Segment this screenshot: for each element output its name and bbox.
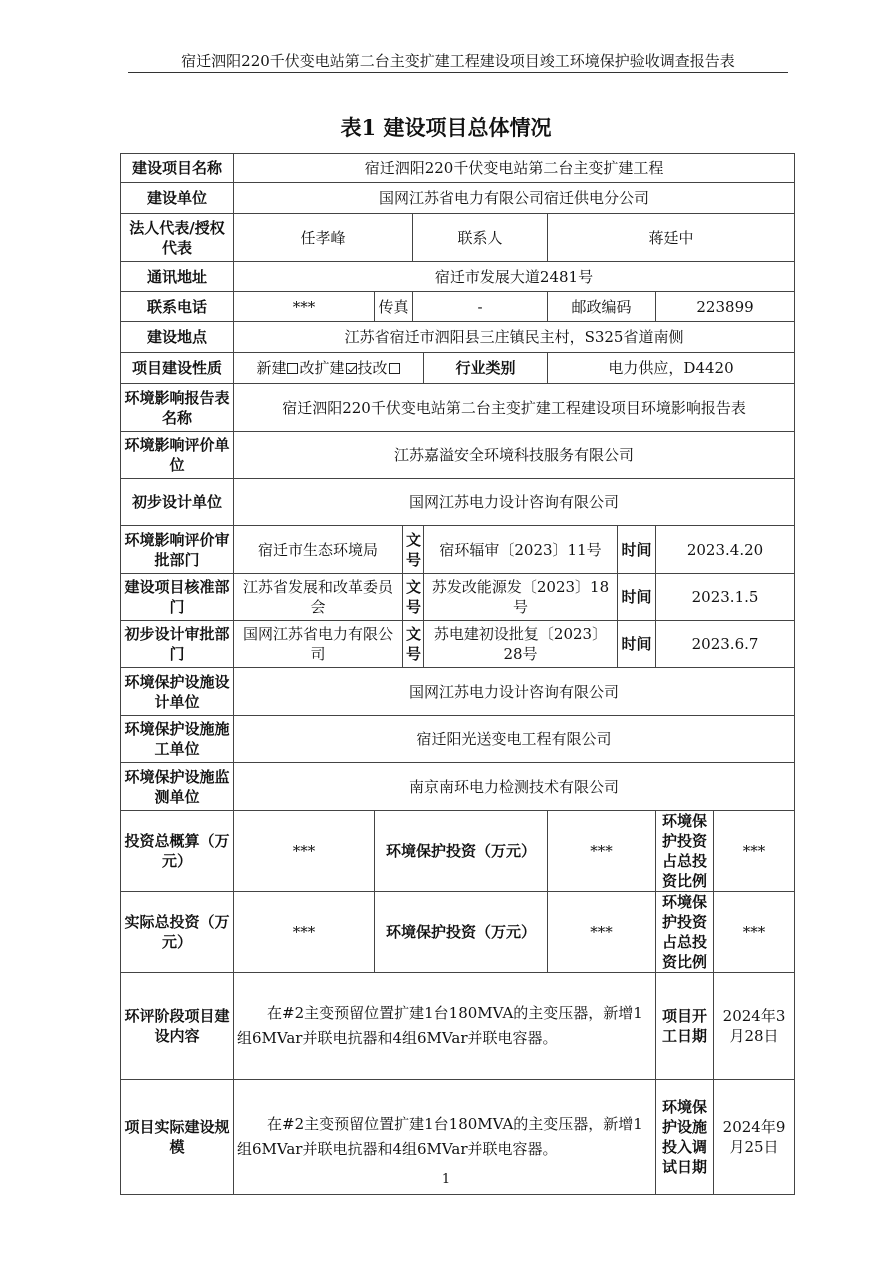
table-row [121, 811, 795, 892]
debug-date-value: 2024年9月25日 [714, 1080, 795, 1195]
eia-content-cell [234, 973, 656, 1080]
design-approval-doc: 苏电建初设批复〔2023〕28号 [424, 621, 618, 668]
actual-scale-value: 在#2主变预留位置扩建1台180MVA的主变压器，新增1组6MVar并联电抗器和4组6MVar并联电容器。 [237, 1115, 643, 1158]
option-expand-label: 改扩建 [299, 359, 345, 377]
table-row [121, 353, 795, 384]
option-new-label: 新建 [256, 359, 287, 377]
industry-label: 行业类别 [424, 353, 548, 384]
project-approval-time-label: 时间 [618, 574, 656, 621]
env-construct-label: 环境保护设施施工单位 [121, 716, 234, 763]
budget-env-value: *** [548, 811, 656, 892]
table-row [121, 432, 795, 479]
fax-value: - [413, 292, 548, 322]
eia-approval-doc: 宿环辐审〔2023〕11号 [424, 526, 618, 574]
eia-approval-doc-label: 文号 [403, 526, 424, 574]
nature-label: 项目建设性质 [121, 353, 234, 384]
design-approval-doc-label: 文号 [403, 621, 424, 668]
actual-ratio-label: 环境保护投资占总投资比例 [656, 892, 714, 973]
actual-env-label: 环境保护投资（万元） [375, 892, 548, 973]
table-row [121, 892, 795, 973]
industry-value: 电力供应，D4420 [548, 353, 795, 384]
table-row [121, 183, 795, 214]
design-approval-label: 初步设计审批部门 [121, 621, 234, 668]
design-approval-dept: 国网江苏省电力有限公司 [234, 621, 403, 668]
budget-ratio-value: *** [714, 811, 795, 892]
table-row [121, 574, 795, 621]
env-design-label: 环境保护设施设计单位 [121, 668, 234, 716]
table-row [121, 973, 795, 1080]
builder-value: 国网江苏省电力有限公司宿迁供电分公司 [234, 183, 795, 214]
option-tech-label: 技改 [357, 359, 388, 377]
start-date-value: 2024年3月28日 [714, 973, 795, 1080]
contact-label: 联系人 [413, 214, 548, 262]
project-approval-dept: 江苏省发展和改革委员会 [234, 574, 403, 621]
nature-options [234, 353, 424, 384]
postal-label: 邮政编码 [548, 292, 656, 322]
actual-label: 实际总投资（万元） [121, 892, 234, 973]
phone-label: 联系电话 [121, 292, 234, 322]
location-value: 江苏省宿迁市泗阳县三庄镇民主村，S325省道南侧 [234, 322, 795, 353]
phone-value: *** [234, 292, 375, 322]
budget-value: *** [234, 811, 375, 892]
table-row [121, 763, 795, 811]
table-row [121, 322, 795, 353]
budget-label: 投资总概算（万元） [121, 811, 234, 892]
page-title: 表1 建设项目总体情况 [340, 115, 552, 140]
eia-approval-time-label: 时间 [618, 526, 656, 574]
eia-unit-label: 环境影响评价单位 [121, 432, 234, 479]
actual-scale-label: 项目实际建设规模 [121, 1080, 234, 1195]
budget-ratio-label: 环境保护投资占总投资比例 [656, 811, 714, 892]
header-rule [128, 72, 788, 73]
legal-rep-value: 任孝峰 [234, 214, 413, 262]
eia-report-value: 宿迁泗阳220千伏变电站第二台主变扩建工程建设项目环境影响报告表 [234, 384, 795, 432]
actual-ratio-value: *** [714, 892, 795, 973]
table-row [121, 292, 795, 322]
table-row [121, 621, 795, 668]
location-label: 建设地点 [121, 322, 234, 353]
actual-value: *** [234, 892, 375, 973]
project-approval-doc-label: 文号 [403, 574, 424, 621]
contact-value: 蒋廷中 [548, 214, 795, 262]
project-name-value: 宿迁泗阳220千伏变电站第二台主变扩建工程 [234, 154, 795, 183]
table-row [121, 526, 795, 574]
design-approval-time: 2023.6.7 [656, 621, 795, 668]
start-date-label: 项目开工日期 [656, 973, 714, 1080]
fax-label: 传真 [375, 292, 413, 322]
env-monitor-value: 南京南环电力检测技术有限公司 [234, 763, 795, 811]
eia-report-label: 环境影响报告表名称 [121, 384, 234, 432]
address-label: 通讯地址 [121, 262, 234, 292]
env-construct-value: 宿迁阳光送变电工程有限公司 [234, 716, 795, 763]
design-approval-time-label: 时间 [618, 621, 656, 668]
eia-unit-value: 江苏嘉溢安全环境科技服务有限公司 [234, 432, 795, 479]
env-monitor-label: 环境保护设施监测单位 [121, 763, 234, 811]
table-row [121, 668, 795, 716]
option-new-checkbox [287, 363, 298, 374]
project-approval-label: 建设项目核准部门 [121, 574, 234, 621]
prelim-design-value: 国网江苏电力设计咨询有限公司 [234, 479, 795, 526]
project-name-label: 建设项目名称 [121, 154, 234, 183]
option-tech-checkbox [389, 363, 400, 374]
env-design-value: 国网江苏电力设计咨询有限公司 [234, 668, 795, 716]
project-overview-table [120, 153, 795, 1195]
address-value: 宿迁市发展大道2481号 [234, 262, 795, 292]
option-expand-checkbox [346, 363, 357, 374]
eia-content-label: 环评阶段项目建设内容 [121, 973, 234, 1080]
debug-date-label: 环境保护设施投入调试日期 [656, 1080, 714, 1195]
prelim-design-label: 初步设计单位 [121, 479, 234, 526]
postal-value: 223899 [656, 292, 795, 322]
table-row [121, 384, 795, 432]
actual-env-value: *** [548, 892, 656, 973]
eia-content-value: 在#2主变预留位置扩建1台180MVA的主变压器，新增1组6MVar并联电抗器和4组6MVar并联电容器。 [237, 1004, 643, 1047]
table-row [121, 262, 795, 292]
running-header: 宿迁泗阳220千伏变电站第二台主变扩建工程建设项目竣工环境保护验收调查报告表 [181, 52, 735, 70]
project-approval-time: 2023.1.5 [656, 574, 795, 621]
table-row [121, 716, 795, 763]
table-row [121, 214, 795, 262]
eia-approval-label: 环境影响评价审批部门 [121, 526, 234, 574]
page-number: 1 [441, 1172, 451, 1187]
builder-label: 建设单位 [121, 183, 234, 214]
budget-env-label: 环境保护投资（万元） [375, 811, 548, 892]
legal-rep-label: 法人代表/授权代表 [121, 214, 234, 262]
eia-approval-time: 2023.4.20 [656, 526, 795, 574]
project-approval-doc: 苏发改能源发〔2023〕18号 [424, 574, 618, 621]
table-row [121, 154, 795, 183]
eia-approval-dept: 宿迁市生态环境局 [234, 526, 403, 574]
table-row [121, 479, 795, 526]
